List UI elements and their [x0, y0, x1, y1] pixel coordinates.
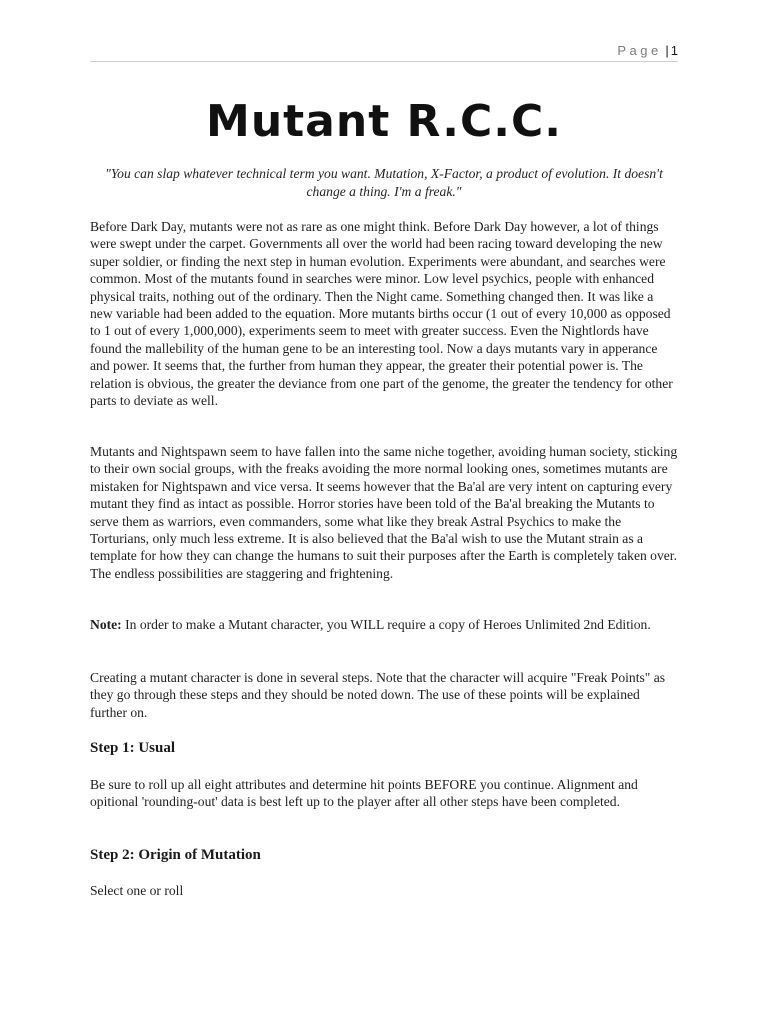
- document-title: Mutant R.C.C.: [206, 96, 562, 147]
- page-header: [90, 44, 678, 62]
- note-text: In order to make a Mutant character, you WILL require a copy of Heroes Unlimited 2nd Edition.: [121, 617, 651, 632]
- nightspawn-paragraph: Mutants and Nightspawn seem to have fallen into the same niche together, avoiding human society, sticking to their own social groups, with the freaks avoiding the more normal looking ones, sometimes mutants are mistaken for Nightspawn and vice versa. It seems however that the Ba'al are very intent on capturing every mutant they find as intact as possible. Horror stories have been told of the Ba'al breaking the Mutants to serve them as warriors, even commanders, some what like they break Astral Psychics to make the Torturians, only much less extreme. It is also believed that the Ba'al wish to use the Mutant strain as a template for how they can change the humans to suit their purposes after the Earth is completely taken over. The endless possibilities are staggering and frightening.: [90, 444, 678, 581]
- freak-points-paragraph: Creating a mutant character is done in several steps. Note that the character will acquire "Freak Points" as they go through these steps and they should be noted down. The use of these points will be explained further on.: [90, 670, 666, 720]
- step1-paragraph: Be sure to roll up all eight attributes and determine hit points BEFORE you continue. Alignment and opitional 'rounding-out' data is best left up to the player after all other steps have been completed.: [90, 777, 638, 810]
- page-separator: |: [665, 43, 669, 58]
- page-label: Page: [617, 43, 662, 58]
- intro-paragraph: Before Dark Day, mutants were not as rare as one might think. Before Dark Day however, a lot of things were swept under the carpet. Governments all over the world had been racing toward developing the new super soldier, or finding the next step in human evolution. Experiments were abundant, and searches were common. Most of the mutants found in searches were minor. Low level psychics, people with enhanced physical traits, nothing out of the ordinary. Then the Night came. Something changed then. It was like a new variable had been added to the equation. More mutants births occur (1 out of every 10,000 as opposed to 1 out of every 1,000,000), experiments seem to meet with greater success. Even the Nightlords have found the mallebility of the human gene to be an interesting tool. Now a days mutants vary in apperance and power. It seems that, the further from human they appear, the greater their potential power is. The relation is obvious, the greater the deviance from one part of the genome, the greater the tendency for other parts to deviate as well.: [90, 219, 673, 409]
- step1-heading: Step 1: Usual: [90, 740, 176, 756]
- epigraph-quote: "You can slap whatever technical term you want. Mutation, X-Factor, a product of evolution. It doesn't change a thing. I'm a freak.": [105, 166, 663, 199]
- note-label: Note:: [90, 617, 122, 632]
- page-number: 1: [670, 43, 678, 58]
- note-paragraph: [90, 616, 678, 633]
- step2-heading: Step 2: Origin of Mutation: [90, 847, 261, 863]
- step2-paragraph: Select one or roll: [90, 883, 184, 898]
